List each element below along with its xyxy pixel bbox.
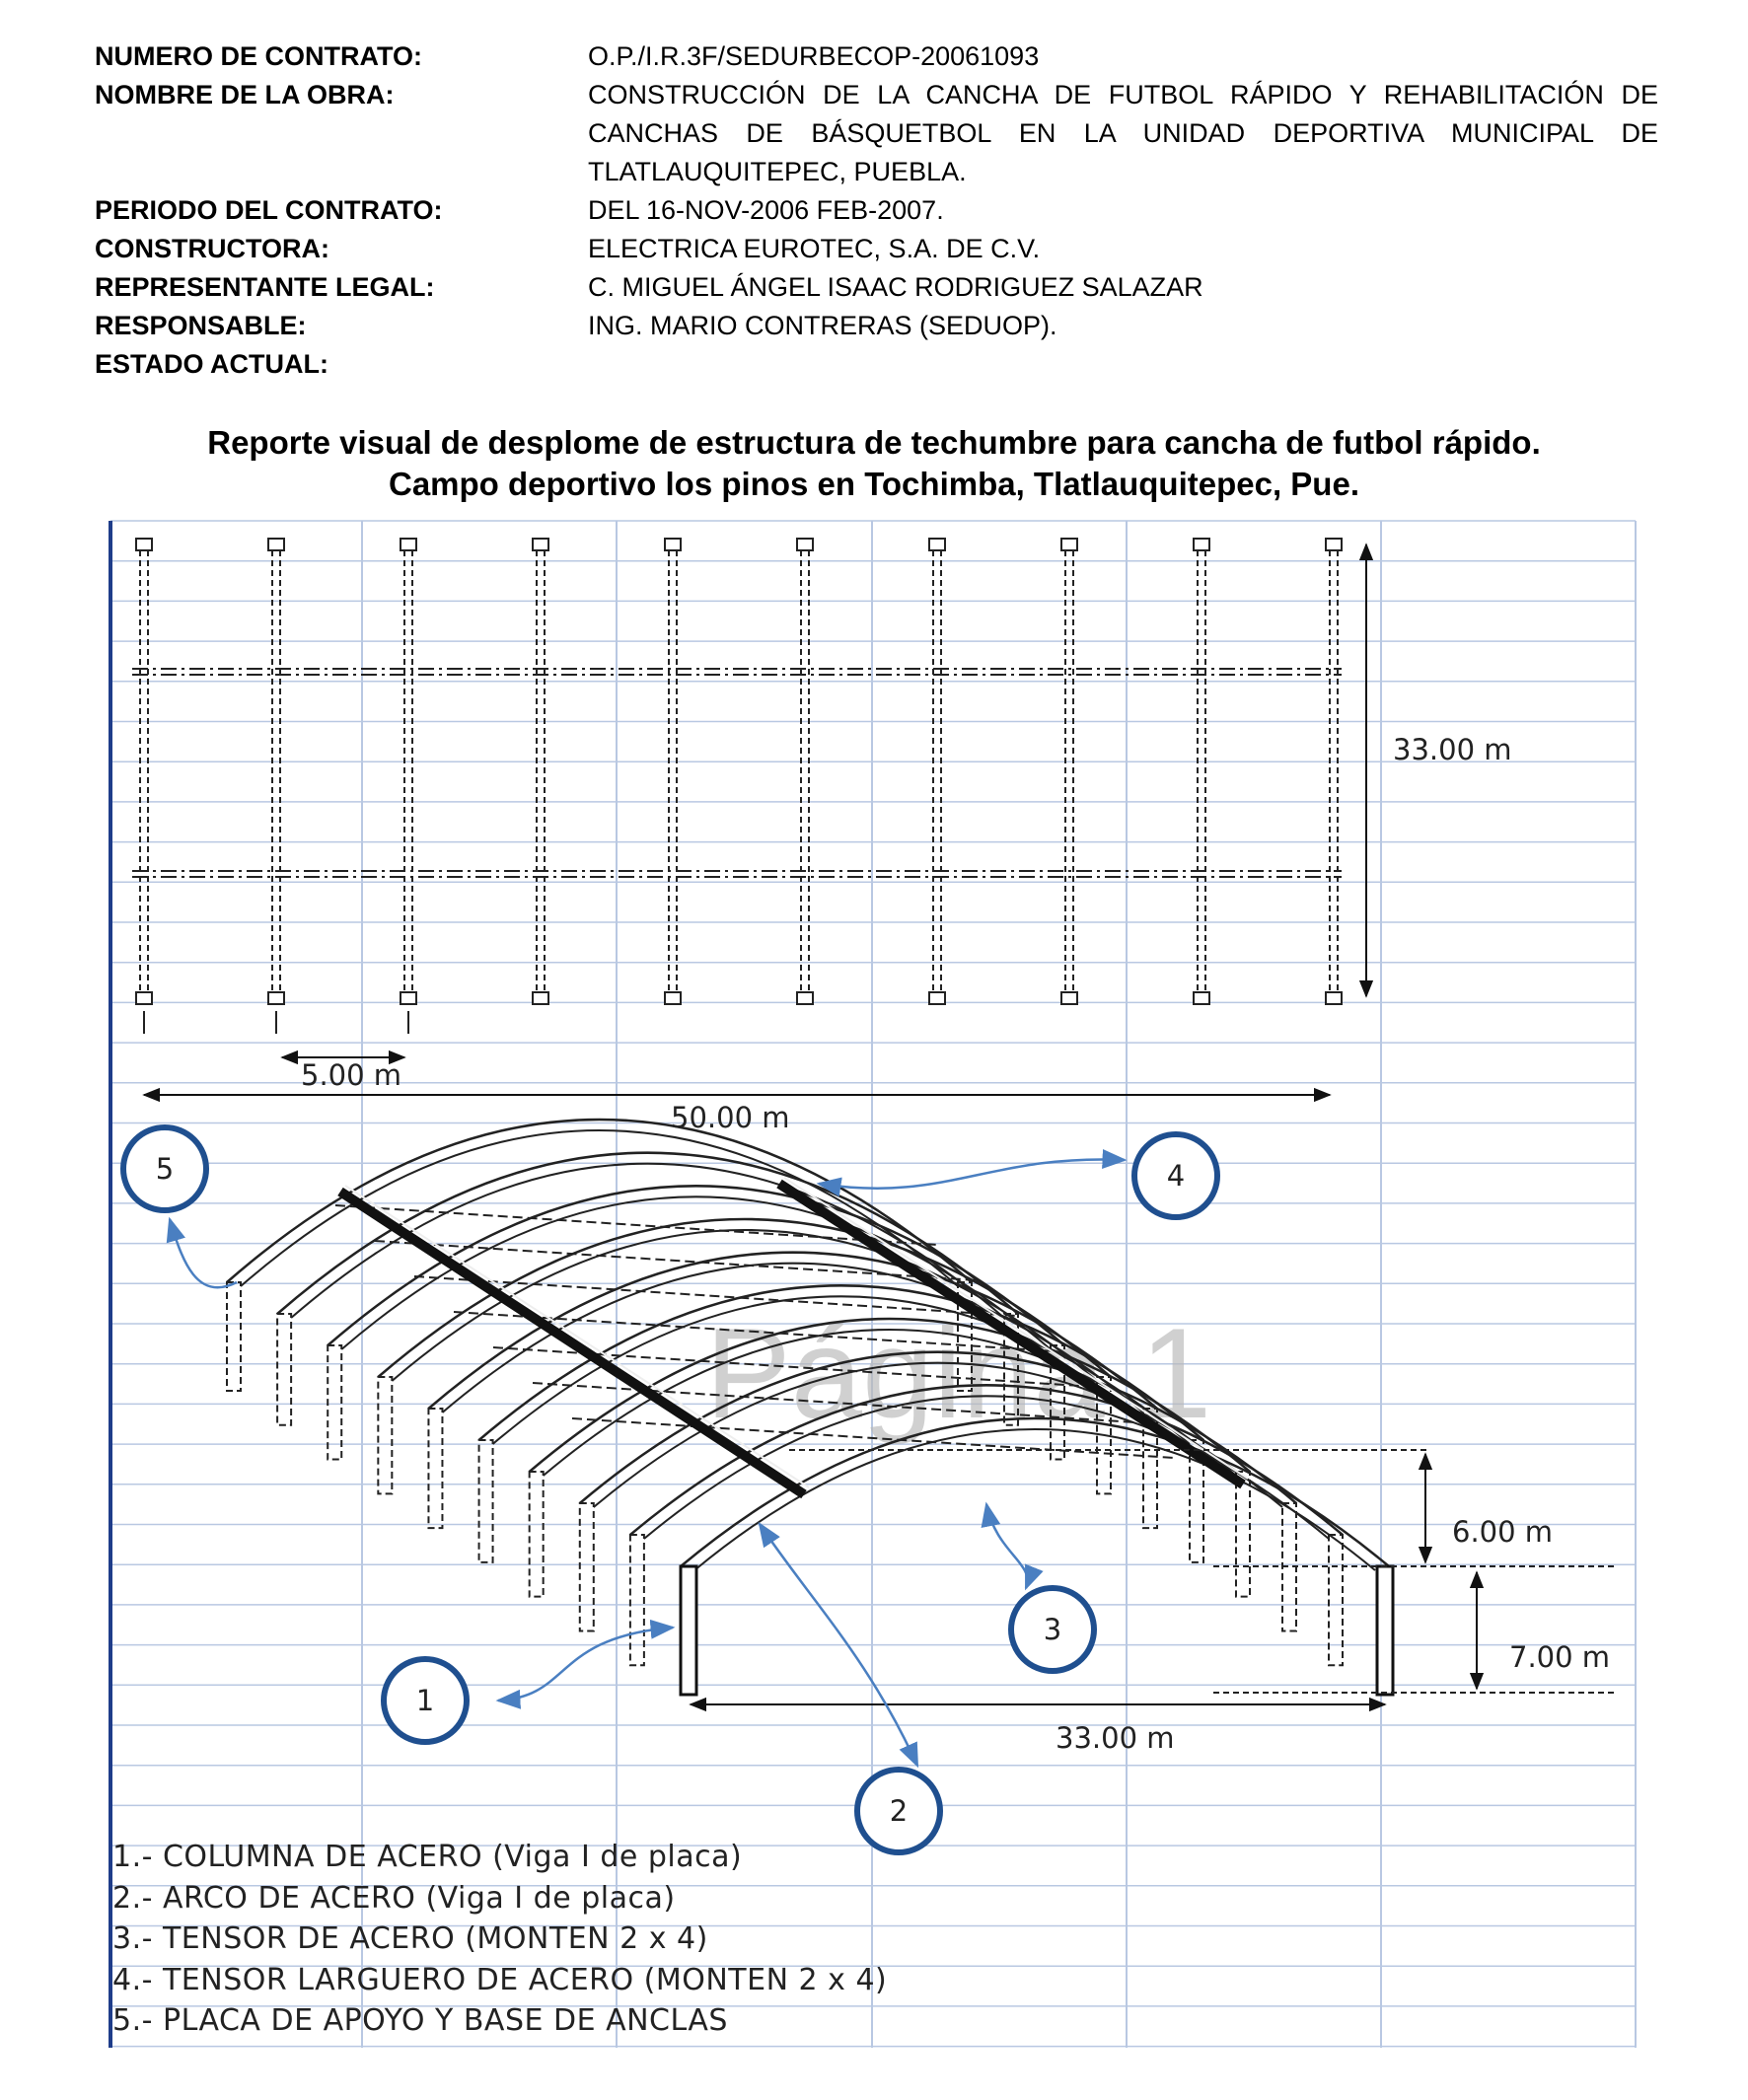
elevation-view [170, 1120, 1618, 1766]
plan-spacing-dimension: 5.00 m [301, 1058, 402, 1092]
steel-column-hidden [328, 1345, 341, 1460]
header-label: REPRESENTANTE LEGAL: [95, 272, 435, 302]
header-label: NOMBRE DE LA OBRA: [95, 80, 395, 109]
column-base-plate-top [401, 539, 416, 550]
header-value: ELECTRICA EUROTEC, S.A. DE C.V. [588, 234, 1041, 263]
legend-item: 5.- PLACA DE APOYO Y BASE DE ANCLAS [112, 2003, 728, 2038]
callout-number: 1 [415, 1684, 435, 1717]
column-base-plate-top [929, 539, 945, 550]
steel-column-hidden [227, 1282, 241, 1391]
header-label: NUMERO DE CONTRATO: [95, 41, 422, 71]
header-value: CONSTRUCCIÓN DE LA CANCHA DE FUTBOL RÁPIDO Y REHABILITACIÓN DE CANCHAS DE BÁSQUETBOL EN LA UNIDAD DEPORTIVA MUNICIPAL DE TLATLAUQUITEPEC, PUEBLA. [588, 80, 1658, 186]
header-label: PERIODO DEL CONTRATO: [95, 195, 443, 225]
steel-column-hidden [277, 1314, 291, 1425]
steel-column-hidden [580, 1503, 594, 1630]
header-value: C. MIGUEL ÁNGEL ISAAC RODRIGUEZ SALAZAR [588, 272, 1203, 302]
callout-number: 2 [889, 1794, 909, 1828]
column-base-plate-top [136, 539, 152, 550]
steel-column-hidden [630, 1535, 644, 1665]
steel-column-hidden [530, 1472, 544, 1597]
callout-5-leader [170, 1219, 237, 1287]
column-base-plate-bottom [1194, 992, 1209, 1004]
header-value: DEL 16-NOV-2006 FEB-2007. [588, 195, 944, 225]
steel-column-hidden [479, 1440, 493, 1562]
column-base-plate-bottom [665, 992, 681, 1004]
steel-column-hidden [378, 1377, 392, 1493]
callout-number: 3 [1043, 1613, 1062, 1646]
column-base-plate-bottom [797, 992, 813, 1004]
steel-column-front [681, 1566, 696, 1695]
plan-view [132, 539, 1366, 1095]
report-subtitle: Campo deportivo los pinos en Tochimba, Tlatlauquitepec, Pue. [388, 466, 1359, 502]
header-label: CONSTRUCTORA: [95, 234, 329, 263]
column-base-plate-top [268, 539, 284, 550]
legend-item: 2.- ARCO DE ACERO (Viga I de placa) [112, 1880, 676, 1916]
page-watermark: Página 1 [705, 1301, 1212, 1445]
steel-column-front [1377, 1566, 1393, 1695]
steel-column-hidden [428, 1409, 442, 1528]
span-dimension: 33.00 m [1056, 1721, 1175, 1755]
column-base-plate-bottom [401, 992, 416, 1004]
callout-3-leader [986, 1504, 1028, 1588]
callout-4 [1134, 1134, 1217, 1217]
column-base-plate-bottom [1061, 992, 1077, 1004]
column-base-plate-top [797, 539, 813, 550]
callout-1 [384, 1659, 467, 1742]
header-value: O.P./I.R.3F/SEDURBECOP-20061093 [588, 41, 1040, 71]
column-base-plate-top [1326, 539, 1342, 550]
column-base-plate-bottom [929, 992, 945, 1004]
column-base-plate-top [1194, 539, 1209, 550]
legend-item: 1.- COLUMNA DE ACERO (Viga I de placa) [112, 1840, 743, 1874]
legend-item: 3.- TENSOR DE ACERO (MONTEN 2 x 4) [112, 1921, 708, 1956]
plan-width-dimension: 50.00 m [671, 1101, 790, 1134]
callout-5 [123, 1127, 206, 1210]
column-base-plate-bottom [136, 992, 152, 1004]
callout-3 [1011, 1588, 1094, 1671]
arch-height-dimension: 6.00 m [1452, 1515, 1554, 1549]
header-label: ESTADO ACTUAL: [95, 349, 328, 379]
structure-legend [112, 1837, 887, 2042]
callout-number: 5 [155, 1152, 175, 1186]
steel-column-hidden [1329, 1535, 1343, 1665]
callout-number: 4 [1166, 1159, 1186, 1193]
callout-1-leader [498, 1628, 673, 1701]
steel-column-hidden [1236, 1472, 1250, 1597]
column-base-plate-top [665, 539, 681, 550]
column-base-plate-top [533, 539, 548, 550]
plan-depth-dimension: 33.00 m [1393, 733, 1512, 766]
column-base-plate-bottom [268, 992, 284, 1004]
legend-item: 4.- TENSOR LARGUERO DE ACERO (MONTEN 2 x 4) [112, 1962, 888, 1997]
report-title: Reporte visual de desplome de estructura de techumbre para cancha de futbol rápido. [207, 424, 1541, 461]
column-base-plate-top [1061, 539, 1077, 550]
header-value: ING. MARIO CONTRERAS (SEDUOP). [588, 311, 1057, 340]
column-base-plate-bottom [533, 992, 548, 1004]
header-label: RESPONSABLE: [95, 311, 307, 340]
column-base-plate-bottom [1326, 992, 1342, 1004]
column-height-dimension: 7.00 m [1509, 1640, 1611, 1674]
